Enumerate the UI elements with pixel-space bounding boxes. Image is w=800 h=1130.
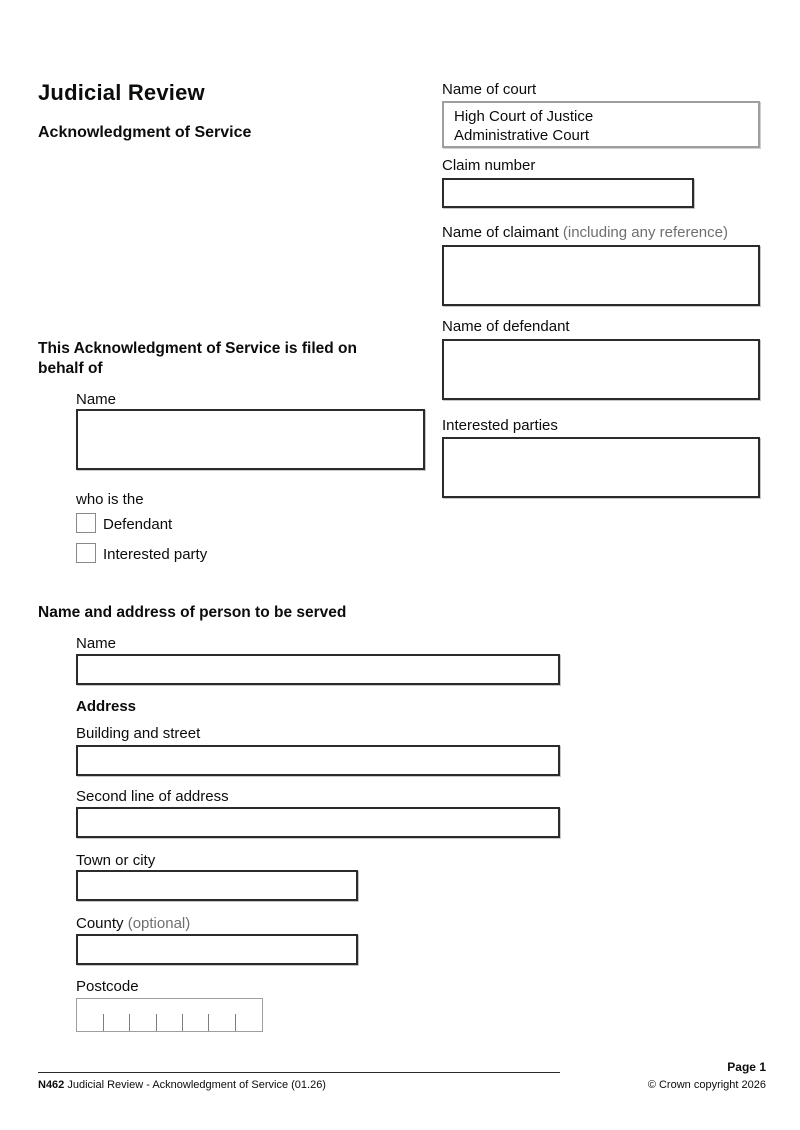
copyright-notice: © Crown copyright 2026 — [647, 1079, 766, 1091]
county-label — [76, 915, 190, 932]
claimant-label-text: Name of claimant — [442, 224, 559, 241]
page-title: Judicial Review — [38, 80, 205, 105]
claim-number-label: Claim number — [442, 157, 536, 174]
interested-parties-label: Interested parties — [442, 417, 558, 434]
claimant-label — [442, 224, 728, 241]
name-of-court-line2: Administrative Court — [454, 127, 590, 144]
postcode-cell-divider — [208, 1014, 209, 1031]
county-label-hint: (optional) — [127, 915, 191, 932]
postcode-label: Postcode — [76, 978, 139, 995]
served-name-field[interactable] — [76, 654, 560, 685]
defendant-checkbox[interactable] — [76, 513, 96, 533]
postcode-cell-divider — [129, 1014, 130, 1031]
who-is-the-label: who is the — [76, 491, 144, 508]
defendant-label: Name of defendant — [442, 318, 570, 335]
postcode-cell-divider — [235, 1014, 236, 1031]
page-subtitle: Acknowledgment of Service — [38, 124, 252, 141]
claimant-field[interactable] — [442, 245, 760, 306]
building-street-field[interactable] — [76, 745, 560, 776]
defendant-checkbox-label: Defendant — [103, 516, 173, 533]
claimant-label-hint: (including any reference) — [562, 224, 728, 241]
person-to-be-served-heading: Name and address of person to be served — [38, 604, 347, 621]
building-street-label: Building and street — [76, 725, 201, 742]
claim-number-field[interactable] — [442, 178, 694, 208]
footer-form-reference — [38, 1079, 326, 1091]
name-of-court-label: Name of court — [442, 81, 537, 98]
town-city-label: Town or city — [76, 852, 156, 869]
name-of-court-line1: High Court of Justice — [454, 108, 594, 125]
town-city-field[interactable] — [76, 870, 358, 901]
form-title: Judicial Review - Acknowledgment of Service (01.26) — [64, 1079, 326, 1091]
served-name-label: Name — [76, 635, 117, 652]
behalf-name-label: Name — [76, 391, 117, 408]
address-heading: Address — [76, 698, 137, 715]
defendant-field[interactable] — [442, 339, 760, 400]
behalf-name-field[interactable] — [76, 409, 425, 470]
form-code: N462 — [38, 1079, 65, 1091]
page-number: Page 1 — [727, 1060, 766, 1074]
postcode-cell-divider — [103, 1014, 104, 1031]
second-line-field[interactable] — [76, 807, 560, 838]
postcode-cell-divider — [156, 1014, 157, 1031]
interested-party-checkbox[interactable] — [76, 543, 96, 563]
interested-parties-field[interactable] — [442, 437, 760, 498]
county-label-text: County — [76, 915, 124, 932]
second-line-label: Second line of address — [76, 788, 229, 805]
filed-on-behalf-heading: This Acknowledgment of Service is filed on behalf of — [38, 340, 357, 377]
footer-divider — [38, 1072, 560, 1073]
postcode-field[interactable] — [76, 998, 263, 1032]
postcode-cell-divider — [182, 1014, 183, 1031]
county-field[interactable] — [76, 934, 358, 965]
interested-party-checkbox-label: Interested party — [103, 546, 208, 563]
name-of-court-field[interactable] — [442, 101, 760, 148]
